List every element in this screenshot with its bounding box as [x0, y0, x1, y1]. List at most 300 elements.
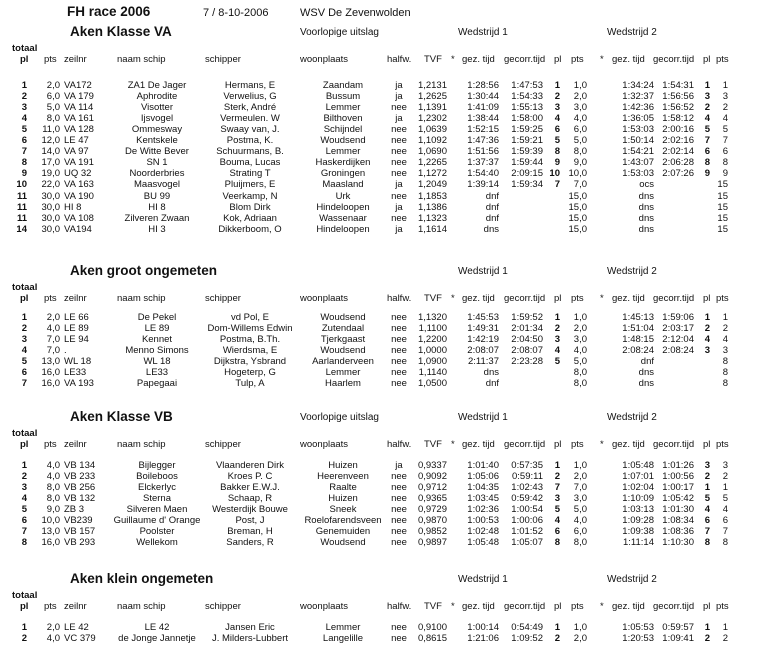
cell-pl1: 5: [554, 356, 560, 368]
cell-pl2: 4: [704, 504, 710, 516]
cell-pts1: 10,0: [568, 168, 587, 180]
header-pts2: pts: [571, 293, 584, 304]
cell-halfw: nee: [391, 537, 407, 549]
cell-pts2: 8: [722, 367, 728, 379]
cell-naam: BU 99: [143, 190, 171, 202]
cell-woonplaats: Langelille: [322, 633, 364, 645]
cell-gec1: 1:05:07: [511, 537, 543, 549]
cell-pts: 7,0: [46, 334, 60, 346]
cell-pts1: 5,0: [573, 135, 587, 147]
cell-pl2: 6: [704, 515, 710, 527]
cell-pts2: 6: [722, 515, 728, 527]
header-pl2: pl: [703, 293, 711, 304]
header-pl2: pl: [554, 293, 562, 304]
cell-zeilnr: LE 42: [64, 622, 89, 633]
cell-pts1: 2,0: [573, 323, 587, 335]
cell-pts: 30,0: [41, 223, 60, 235]
cell-pl1: 7: [554, 482, 560, 494]
cell-gec2: 1:09:41: [662, 633, 694, 645]
header-gecorr-tijd: gecorr.tijd: [653, 439, 695, 450]
cell-gec1: 1:59:52: [511, 312, 543, 323]
header-zeilnr: zeilnr: [64, 439, 87, 450]
cell-gez2: 1:05:48: [622, 460, 654, 471]
cell-pts2: 4: [722, 113, 728, 125]
cell-schipper: Vlaanderen Dirk: [215, 460, 285, 471]
cell-pl1: 1: [554, 312, 560, 323]
cell-pts2: 5: [722, 493, 728, 505]
cell-woonplaats: Lemmer: [325, 102, 361, 114]
cell-woonplaats: Genemuiden: [315, 526, 371, 538]
cell-gez2: 1:53:03: [622, 124, 654, 136]
cell-pts: 6,0: [46, 91, 60, 103]
cell-woonplaats: Heerenveen: [317, 471, 369, 483]
cell-zeilnr: VB239: [64, 515, 93, 527]
cell-naam: Elckerlyc: [137, 482, 176, 494]
cell-pts1: 4,0: [573, 113, 587, 125]
cell-schipper: Postma, K.: [226, 135, 274, 147]
cell-pl2: 1: [704, 80, 710, 91]
cell-gec1: 1:59:39: [511, 146, 543, 158]
cell-gez1: dnf: [485, 190, 499, 202]
header-pl2: pl: [703, 601, 711, 612]
cell-schipper: Post, J: [235, 515, 265, 527]
header-pts2: pts: [716, 601, 729, 612]
cell-pl: 9: [21, 168, 27, 180]
cell-pts: 9,0: [46, 504, 60, 516]
header-gez-tijd: gez. tijd: [462, 439, 495, 450]
cell-pl1: 5: [554, 135, 560, 147]
cell-pts: 17,0: [41, 157, 60, 169]
cell-halfw: nee: [391, 356, 407, 368]
cell-pl1: 9: [554, 157, 560, 169]
cell-gec1: 2:23:28: [511, 356, 543, 368]
cell-gez1: 1:00:14: [467, 622, 499, 633]
cell-zeilnr: LE 89: [64, 323, 89, 335]
header-halfw: halfw.: [387, 54, 412, 65]
header-star: *: [451, 601, 455, 612]
header-tvf: TVF: [424, 601, 442, 612]
cell-schipper: Schaap, R: [227, 493, 273, 505]
race1-label: Wedstrijd 1: [458, 27, 508, 38]
cell-gec1: 0:59:11: [512, 471, 543, 483]
cell-woonplaats: Groningen: [320, 168, 366, 180]
cell-pts: 2,0: [46, 80, 60, 91]
cell-halfw: nee: [391, 526, 407, 538]
cell-pl1: 4: [554, 515, 560, 527]
cell-halfw: nee: [391, 493, 407, 505]
cell-pts1: 3,0: [573, 334, 587, 346]
cell-naam: Bijlegger: [138, 460, 176, 471]
cell-gez2: dns: [638, 378, 654, 390]
cell-halfw: nee: [391, 212, 407, 224]
cell-pts2: 2: [722, 323, 728, 335]
cell-zeilnr: VB 157: [64, 526, 96, 538]
cell-zeilnr: HI 8: [64, 201, 82, 213]
cell-pts1: 15,0: [568, 201, 587, 213]
cell-zeilnr: VA 193: [64, 378, 94, 390]
header-pts: pts: [44, 601, 57, 612]
cell-schipper: Bouma, Lucas: [219, 157, 281, 169]
cell-gez1: 1:45:53: [467, 312, 499, 323]
cell-gez1: 1:38:44: [467, 113, 499, 125]
cell-pl1: 3: [554, 493, 560, 505]
cell-schipper: Jansen Eric: [225, 622, 275, 633]
cell-pts: 8,0: [46, 493, 60, 505]
cell-tvf: 0,9712: [417, 482, 447, 494]
cell-pts2: 6: [722, 146, 728, 158]
cell-gec2: 1:59:06: [662, 312, 694, 323]
cell-pl2: 8: [704, 537, 710, 549]
cell-pts1: 8,0: [573, 378, 587, 390]
cell-gez2: 1:32:37: [622, 91, 654, 103]
cell-pts2: 4: [722, 504, 728, 516]
cell-pts2: 15: [717, 201, 728, 213]
header-pts: pts: [44, 293, 57, 304]
cell-pts: 14,0: [41, 146, 60, 158]
cell-pl1: 1: [554, 80, 560, 91]
cell-pl2: 4: [704, 113, 710, 125]
cell-gez1: dnf: [485, 378, 499, 390]
cell-pl1: 6: [554, 124, 560, 136]
cell-schipper: Blom Dirk: [229, 201, 271, 213]
header-pts: pts: [44, 54, 57, 65]
header-star: *: [600, 601, 604, 612]
cell-schipper: Hermans, E: [224, 80, 276, 91]
cell-tvf: 1,2265: [417, 157, 447, 169]
cell-gez1: 1:47:36: [467, 135, 499, 147]
cell-pl: 6: [21, 367, 27, 379]
header-gecorr-tijd: gecorr.tijd: [504, 439, 546, 450]
cell-pts2: 2: [722, 471, 728, 483]
cell-zeilnr: VB 132: [64, 493, 96, 505]
cell-gec2: 1:01:30: [662, 504, 694, 516]
cell-pts1: 2,0: [573, 633, 587, 645]
cell-gec2: 1:08:36: [662, 526, 694, 538]
cell-pts2: 15: [717, 212, 728, 224]
cell-pts1: 3,0: [573, 493, 587, 505]
cell-naam: Ijsvogel: [140, 113, 174, 125]
cell-gez1: 1:02:36: [467, 504, 499, 516]
cell-pts1: 6,0: [573, 526, 587, 538]
header-woonplaats: woonplaats: [300, 601, 349, 612]
cell-tvf: 0,9100: [417, 622, 447, 633]
cell-gez2: 1:05:53: [622, 622, 654, 633]
cell-halfw: nee: [391, 367, 407, 379]
cell-naam: Wellekom: [136, 537, 178, 549]
cell-tvf: 0,9729: [417, 504, 447, 516]
cell-pts: 10,0: [41, 515, 60, 527]
cell-gec2: 2:12:04: [662, 334, 694, 346]
header-schipper: schipper: [205, 54, 241, 65]
cell-pts1: 7,0: [573, 482, 587, 494]
header-gecorr-tijd: gecorr.tijd: [653, 54, 695, 65]
cell-pts: 4,0: [46, 460, 60, 471]
cell-pl2: 2: [704, 471, 710, 483]
club-name: WSV De Zevenwolden: [300, 7, 411, 19]
cell-pts: 8,0: [46, 113, 60, 125]
header-star: *: [451, 54, 455, 65]
cell-halfw: nee: [391, 157, 407, 169]
cell-pl1: 2: [554, 323, 560, 335]
cell-pl2: 1: [704, 312, 710, 323]
header-totaal: totaal: [12, 43, 38, 54]
header-pl2: pl: [703, 54, 711, 65]
cell-pl2: 9: [704, 168, 710, 180]
cell-pts1: 1,0: [573, 460, 587, 471]
cell-zeilnr: VA 128: [64, 124, 94, 136]
cell-naam: Visotter: [140, 102, 174, 114]
cell-pts1: 5,0: [573, 356, 587, 368]
header-pts2: pts: [571, 601, 584, 612]
cell-pl2: 3: [704, 345, 710, 357]
header-pts: pts: [44, 439, 57, 450]
event-date: 7 / 8-10-2006: [203, 7, 269, 19]
cell-pl: 7: [21, 146, 27, 158]
cell-schipper: Bakker E.W.J.: [220, 482, 280, 494]
cell-gez2: 1:20:53: [622, 633, 654, 645]
header-star: *: [600, 439, 604, 450]
cell-tvf: 1,2049: [417, 179, 447, 191]
cell-pl2: 7: [704, 526, 710, 538]
cell-pl2: 4: [704, 334, 710, 346]
header-star: *: [600, 293, 604, 304]
cell-zeilnr: LE33: [64, 367, 87, 379]
header-pts2: pts: [571, 439, 584, 450]
cell-halfw: ja: [395, 80, 403, 91]
header-gez-tijd: gez. tijd: [462, 293, 495, 304]
cell-naam: Zilveren Zwaan: [124, 212, 190, 224]
cell-gez2: 1:45:13: [622, 312, 654, 323]
cell-gez1: dns: [483, 367, 499, 379]
header-pts2: pts: [716, 54, 729, 65]
cell-gez2: 1:07:01: [622, 471, 654, 483]
header-halfw: halfw.: [387, 439, 412, 450]
cell-woonplaats: Maasland: [322, 179, 364, 191]
cell-pl2: 1: [704, 482, 710, 494]
cell-woonplaats: Bilthoven: [323, 113, 363, 125]
cell-pl2: 8: [704, 157, 710, 169]
cell-gec2: 1:56:56: [662, 91, 694, 103]
cell-gec2: 2:03:17: [662, 323, 694, 335]
cell-pl: 2: [21, 471, 27, 483]
cell-gec1: 2:09:15: [511, 168, 543, 180]
cell-gec1: 1:59:34: [511, 179, 543, 191]
cell-schipper: Hogeterp, G: [224, 367, 276, 379]
cell-pts: 16,0: [41, 367, 60, 379]
cell-pts2: 3: [722, 91, 728, 103]
cell-pts2: 15: [717, 223, 728, 235]
cell-zeilnr: VA 97: [64, 146, 89, 158]
cell-zeilnr: WL 18: [64, 356, 92, 368]
cell-pl1: 6: [554, 526, 560, 538]
cell-gez2: dnf: [640, 356, 654, 368]
cell-gec1: 1:09:52: [511, 633, 543, 645]
cell-tvf: 0,9897: [417, 537, 447, 549]
cell-gec2: 2:07:26: [662, 168, 694, 180]
header-schipper: schipper: [205, 293, 241, 304]
cell-pts: 4,0: [46, 471, 60, 483]
cell-tvf: 1,0500: [417, 378, 447, 390]
cell-naam: Poolster: [139, 526, 175, 538]
cell-schipper: Strating T: [229, 168, 271, 180]
cell-woonplaats: Urk: [335, 190, 351, 202]
cell-halfw: nee: [391, 482, 407, 494]
cell-zeilnr: VC 379: [64, 633, 96, 645]
cell-gez1: dnf: [485, 212, 499, 224]
cell-zeilnr: VB 293: [64, 537, 96, 549]
header-gecorr-tijd: gecorr.tijd: [504, 293, 546, 304]
cell-pl2: 5: [704, 493, 710, 505]
cell-pl1: 4: [554, 113, 560, 125]
cell-pl: 10: [16, 179, 27, 191]
cell-schipper: vd Pol, E: [230, 312, 270, 323]
cell-schipper: Dom-Willems Edwin: [207, 323, 293, 335]
cell-halfw: ja: [395, 113, 403, 125]
cell-pts1: 3,0: [573, 102, 587, 114]
cell-naam: Noorderbries: [129, 168, 185, 180]
cell-pts: 30,0: [41, 212, 60, 224]
cell-gez2: 1:51:04: [622, 323, 654, 335]
cell-pl1: 5: [554, 504, 560, 516]
cell-tvf: 1,1272: [417, 168, 447, 180]
cell-gec1: 0:54:49: [511, 622, 543, 633]
cell-gez2: 1:09:38: [622, 526, 654, 538]
cell-pl2: 3: [704, 460, 710, 471]
cell-halfw: nee: [391, 378, 407, 390]
cell-gez2: 1:10:09: [622, 493, 654, 505]
cell-pts: 8,0: [46, 482, 60, 494]
cell-gez2: 1:53:03: [622, 168, 654, 180]
cell-schipper: Sterk, André: [223, 102, 277, 114]
section-title: Aken groot ongemeten: [70, 263, 218, 278]
cell-pts1: 15,0: [568, 190, 587, 202]
cell-pts1: 1,0: [573, 312, 587, 323]
cell-halfw: nee: [391, 633, 407, 645]
cell-halfw: ja: [395, 91, 403, 103]
cell-pl: 4: [21, 345, 27, 357]
cell-schipper: Dijkstra, Ysbrand: [213, 356, 287, 368]
cell-zeilnr: .: [64, 345, 67, 357]
cell-gec2: 0:59:57: [662, 622, 694, 633]
cell-pl: 1: [21, 312, 27, 323]
cell-gez1: 1:03:45: [467, 493, 499, 505]
cell-pts: 2,0: [46, 312, 60, 323]
cell-tvf: 1,0639: [417, 124, 447, 136]
cell-naam: Menno Simons: [125, 345, 189, 357]
cell-pl: 11: [16, 201, 27, 213]
header-gecorr-tijd: gecorr.tijd: [504, 54, 546, 65]
cell-tvf: 1,1853: [417, 190, 447, 202]
cell-gez2: 1:50:14: [622, 135, 654, 147]
cell-gez1: 1:52:15: [467, 124, 499, 136]
cell-tvf: 0,9852: [417, 526, 447, 538]
cell-zeilnr: VA172: [64, 80, 92, 91]
cell-gec1: 1:00:54: [511, 504, 543, 516]
header-zeilnr: zeilnr: [64, 293, 87, 304]
cell-pts: 22,0: [41, 179, 60, 191]
cell-pts2: 8: [722, 356, 728, 368]
cell-halfw: nee: [391, 345, 407, 357]
cell-gez2: dns: [638, 212, 654, 224]
cell-naam: Kentskele: [136, 135, 178, 147]
cell-pts1: 4,0: [573, 515, 587, 527]
cell-halfw: nee: [391, 471, 407, 483]
cell-tvf: 1,0690: [417, 146, 447, 158]
cell-gez1: 2:11:37: [468, 356, 499, 368]
cell-naam: Sterna: [143, 493, 171, 505]
header-halfw: halfw.: [387, 293, 412, 304]
cell-gec1: 1:00:06: [511, 515, 543, 527]
cell-halfw: ja: [395, 201, 403, 213]
cell-pts1: 15,0: [568, 223, 587, 235]
cell-halfw: nee: [391, 334, 407, 346]
cell-halfw: nee: [391, 168, 407, 180]
cell-gec1: 1:59:25: [511, 124, 543, 136]
cell-pts2: 15: [717, 179, 728, 191]
cell-tvf: 1,0000: [417, 345, 447, 357]
cell-gec2: 2:00:16: [662, 124, 694, 136]
cell-zeilnr: VB 256: [64, 482, 96, 494]
cell-pts1: 4,0: [573, 345, 587, 357]
cell-pts: 30,0: [41, 190, 60, 202]
cell-tvf: 1,1320: [417, 312, 447, 323]
cell-gez1: 1:28:56: [467, 80, 499, 91]
cell-pts: 4,0: [46, 323, 60, 335]
header-gecorr-tijd: gecorr.tijd: [653, 293, 695, 304]
cell-woonplaats: Haskerdijken: [315, 157, 371, 169]
cell-schipper: Postma, B.Th.: [219, 334, 281, 346]
cell-pts1: 1,0: [573, 622, 587, 633]
cell-gez2: 1:42:36: [622, 102, 654, 114]
cell-pts: 13,0: [41, 356, 60, 368]
header-pl: pl: [20, 439, 29, 450]
cell-naam: LE33: [145, 367, 169, 379]
cell-woonplaats: Haarlem: [325, 378, 361, 390]
cell-pl1: 3: [554, 102, 560, 114]
cell-naam: Boileboos: [136, 471, 178, 483]
header-naam-schip: naam schip: [117, 439, 166, 450]
cell-pts1: 8,0: [573, 367, 587, 379]
cell-gez1: 1:37:37: [467, 157, 499, 169]
cell-gez1: 1:01:40: [467, 460, 499, 471]
cell-schipper: Verwelius, G: [223, 91, 277, 103]
cell-pts2: 1: [722, 482, 728, 494]
header-totaal: totaal: [12, 590, 38, 601]
race1-label: Wedstrijd 1: [458, 574, 508, 585]
cell-pl: 4: [21, 113, 27, 125]
cell-gez1: 1:39:14: [467, 179, 499, 191]
cell-naam: Maasvogel: [134, 179, 180, 191]
cell-woonplaats: Hindeloopen: [316, 223, 370, 235]
cell-pts1: 8,0: [573, 537, 587, 549]
cell-pts2: 5: [722, 124, 728, 136]
cell-schipper: Tulp, A: [235, 378, 265, 390]
header-gez-tijd: gez. tijd: [612, 601, 645, 612]
header-gez-tijd: gez. tijd: [612, 439, 645, 450]
cell-pl2: 2: [704, 323, 710, 335]
header-star: *: [451, 439, 455, 450]
cell-tvf: 1,1140: [418, 367, 447, 379]
cell-woonplaats: Woudsend: [320, 135, 366, 147]
section-note: Voorlopige uitslag: [300, 27, 379, 38]
cell-pl: 2: [21, 91, 27, 103]
cell-naam: De Witte Bever: [125, 146, 189, 158]
cell-halfw: nee: [391, 135, 407, 147]
cell-gec1: 2:01:34: [511, 323, 543, 335]
cell-pts: 19,0: [41, 168, 60, 180]
cell-gec2: 1:05:42: [662, 493, 694, 505]
cell-pts2: 3: [722, 460, 728, 471]
